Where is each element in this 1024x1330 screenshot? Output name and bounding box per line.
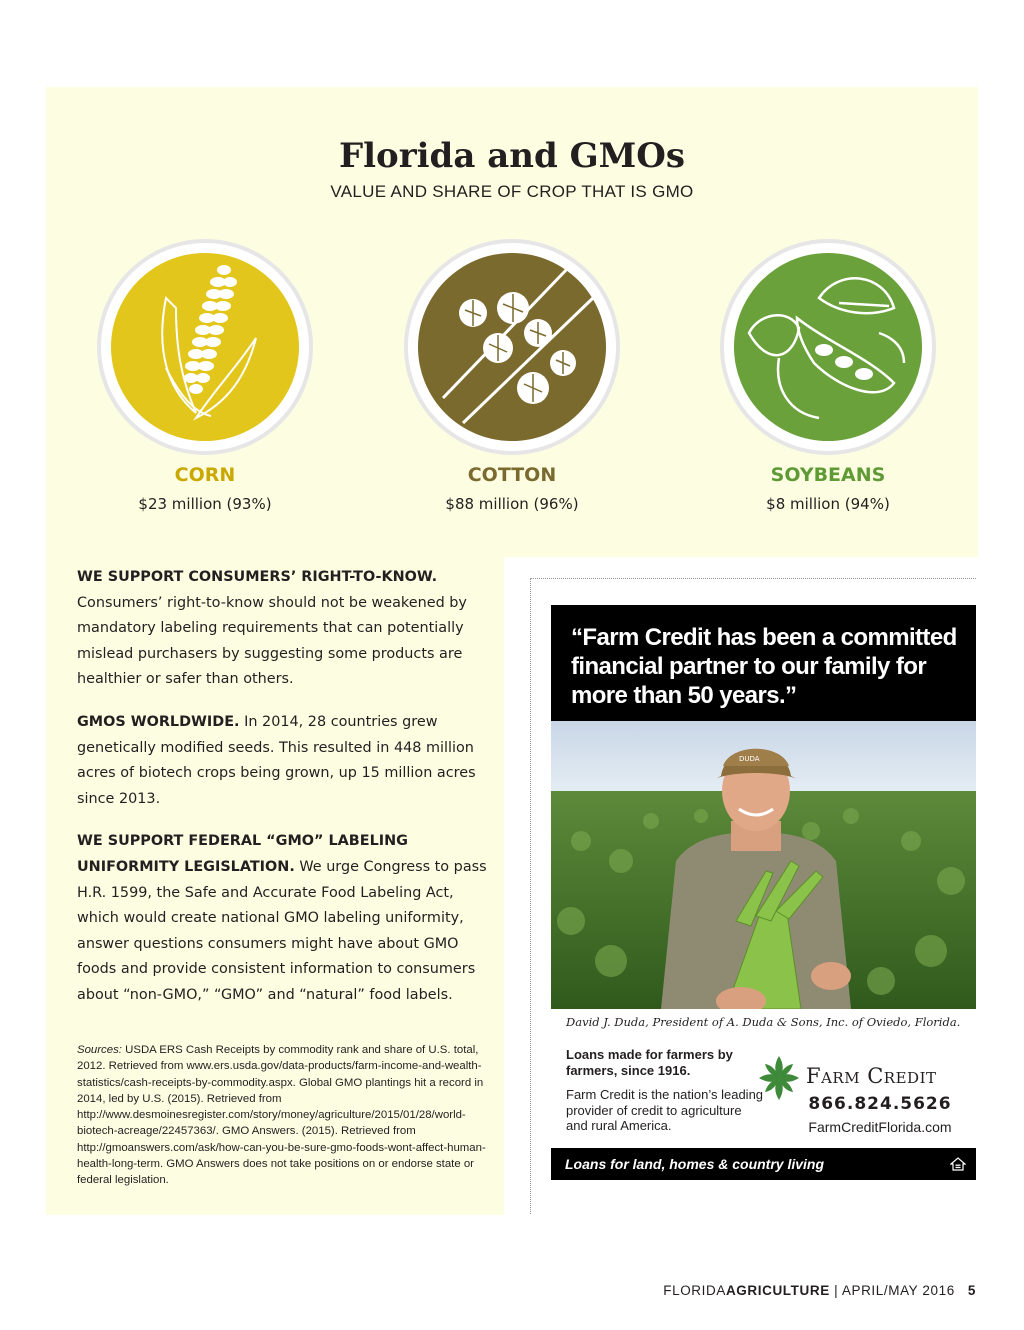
sources-note [77, 1042, 497, 1189]
paragraph-right-to-know [77, 565, 492, 693]
paragraph-labeling-uniformity [77, 829, 492, 1008]
farm-credit-brand: Farm Credit [806, 1064, 937, 1088]
sources-label: Sources: [77, 1044, 122, 1056]
body-copy [77, 565, 492, 1026]
paragraph-heading: WE SUPPORT CONSUMERS’ RIGHT-TO-KNOW. [77, 569, 438, 585]
farm-credit-phone[interactable]: 866.824.5626 [808, 1094, 952, 1114]
farm-credit-logo-icon [757, 1054, 801, 1102]
crop-value-corn: $23 million (93%) [138, 495, 272, 513]
ad-photo-caption: David J. Duda, President of A. Duda & Sons, Inc. of Oviedo, Florida. [566, 1015, 961, 1029]
paragraph-gmos-worldwide [77, 710, 492, 812]
page-number: 5 [967, 1283, 976, 1298]
ad-loans-heading: Loans made for farmers by farmers, since 1916. [566, 1047, 733, 1078]
ad-border-left [530, 578, 531, 1214]
footer-brand-bold: AGRICULTURE [725, 1283, 830, 1298]
corn-icon [96, 238, 314, 456]
crop-name-corn: CORN [174, 464, 236, 486]
page-footer [663, 1283, 976, 1298]
paragraph-text: Consumers’ right-to-know should not be weakened by mandatory labeling requirements that can potentially mislead purchasers by suggesting some products are healthier or safer than others. [77, 594, 467, 688]
equal-housing-icon [950, 1156, 966, 1172]
ad-tagline: Loans for land, homes & country living [565, 1156, 825, 1172]
sources-text: USDA ERS Cash Receipts by commodity rank and share of U.S. total, 2012. Retrieved from www.ers.usda.gov/data-products/farm-income-and-wealth-statistics/cash-receipts-by-commodity.aspx. Global GMO plantings hit a record in 2014, led by U.S. (2015). Retrieved from http://www.desmoinesregister.com/story/money/agriculture/2015/01/28/world-biotech-acreage/22457363/. GMO Answers. (2015). Retrieved from http://gmoanswers.com/ask/how-can-you-be-sure-gmo-foods-wont-affect-human-health-long-term. GMO Answers does not take positions on or endorse state or federal legislation. [77, 1044, 486, 1187]
ad-quote: “Farm Credit has been a committed financial partner to our family for more than 50 years.” [571, 624, 957, 709]
paragraph-text: In 2014, 28 countries grew genetically modified seeds. This resulted in 448 million acres of biotech crops being grown, up 15 million acres since 2013. [77, 713, 476, 807]
ad-loans-body: Farm Credit is the nation’s leading provider of credit to agriculture and rural America. [566, 1087, 764, 1133]
ad-border-top [530, 578, 976, 579]
cotton-icon [403, 238, 621, 456]
footer-issue: | APRIL/MAY 2016 [829, 1283, 955, 1298]
paragraph-heading: GMOS WORLDWIDE. [77, 713, 240, 730]
farm-credit-website[interactable]: FarmCreditFlorida.com [808, 1119, 952, 1135]
footer-brand-light: FLORIDA [663, 1283, 726, 1298]
crop-name-cotton: COTTON [467, 464, 557, 486]
paragraph-text: We urge Congress to pass H.R. 1599, the Safe and Accurate Food Labeling Act, which would create national GMO labeling uniformity, answer questions consumers might have about GMO foods and provide consistent information to consumers about “non-GMO,” “GMO” and “natural” food labels. [77, 858, 487, 1003]
ad-photo-farmer [551, 721, 976, 1009]
ad-quote-box [551, 605, 976, 721]
ad-tagline-bar [551, 1148, 976, 1180]
crop-name-soybeans: SOYBEANS [770, 464, 886, 486]
crop-value-soybeans: $8 million (94%) [766, 495, 890, 513]
paragraph-heading: WE SUPPORT FEDERAL “GMO” LABELING UNIFORMITY LEGISLATION. [77, 833, 408, 875]
cap-logo-text: DUDA [739, 755, 760, 763]
crop-value-cotton: $88 million (96%) [445, 495, 579, 513]
page-title: Florida and GMOs [339, 136, 685, 176]
soybean-icon [719, 238, 937, 456]
page-subtitle: VALUE AND SHARE OF CROP THAT IS GMO [330, 182, 694, 201]
